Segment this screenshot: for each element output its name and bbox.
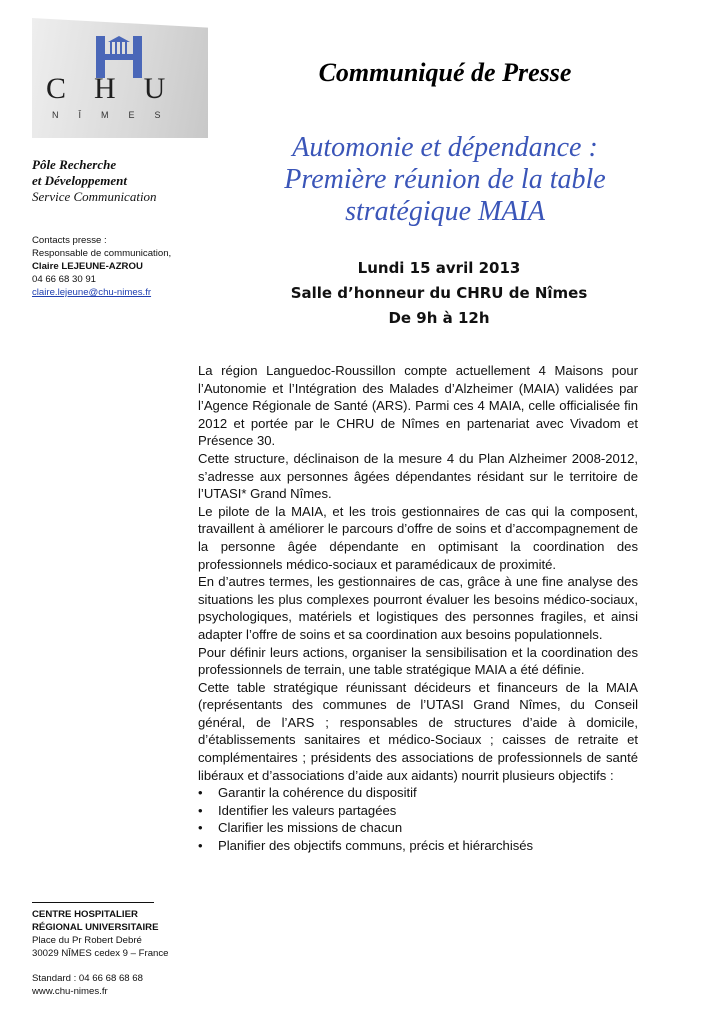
hospital-address	[32, 908, 192, 998]
subject-line-2: Première réunion de la table	[284, 164, 606, 195]
paragraph-1: La région Languedoc-Roussillon compte actuellement 4 Maisons pour l’Autonomie et l’Intégration des Malades d’Alzheimer (MAIA) validées par l’Agence Régionale de Santé (ARS). Parmi ces 4 MAIA, celle officialisée fin 2012 et portée par le CHRU de Nîmes en partenariat avec Vivadom et Présence 30.	[198, 363, 638, 449]
footer-website-link[interactable]: www.chu-nimes.fr	[32, 986, 108, 997]
subject-line-3: stratégique MAIA	[345, 196, 545, 227]
press-release-body	[198, 362, 638, 855]
footer-spacer	[32, 960, 192, 972]
paragraph-4: En d’autres termes, les gestionnaires de cas, grâce à une fine analyse des situations les plus complexes pourront évaluer les besoins médico-sociaux, psychologiques, matériels et logistiques des personnes fragiles, et ainsi adapter l’offre de soins et sa coordination aux besoins populationnels.	[198, 574, 638, 642]
department-block	[32, 157, 192, 205]
event-date: Lundi 15 avril 2013	[357, 259, 521, 277]
list-item: • Clarifier les missions de chacun	[198, 819, 638, 837]
event-details	[200, 256, 678, 331]
chu-logo	[32, 18, 208, 138]
paragraph-5: Pour définir leurs actions, organiser la sensibilisation et la coordination des professionnels de terrain, une table stratégique MAIA a été définie.	[198, 644, 638, 678]
press-contacts	[32, 234, 192, 299]
paragraph-2: Cette structure, déclinaison de la mesure 4 du Plan Alzheimer 2008-2012, s’adresse aux personnes âgées dépendantes résidant sur le territoire de l’UTASI* Grand Nîmes.	[198, 450, 638, 502]
page-title: Communiqué de Presse	[318, 58, 572, 87]
pole-line-1: Pôle Recherche	[32, 157, 117, 172]
footer-line-3: Place du Pr Robert Debré	[32, 935, 142, 946]
list-item: • Garantir la cohérence du dispositif	[198, 784, 638, 802]
contact-phone: 04 66 68 30 91	[32, 274, 97, 285]
event-time: De 9h à 12h	[388, 309, 490, 327]
contact-email-link[interactable]: claire.lejeune@chu-nimes.fr	[32, 287, 152, 298]
list-item: • Planifier des objectifs communs, précis et hiérarchisés	[198, 837, 638, 855]
list-item: • Identifier les valeurs partagées	[198, 802, 638, 820]
footer-line-2: RÉGIONAL UNIVERSITAIRE	[32, 922, 159, 933]
contacts-title: Contacts presse :	[32, 235, 107, 246]
footer-line-4: 30029 NÎMES cedex 9 – France	[32, 948, 169, 959]
objectives-list	[198, 784, 638, 854]
paragraph-6: Cette table stratégique réunissant décideurs et financeurs de la MAIA (représentants des communes de l’UTASI Grand Nîmes, du Conseil général, de l’ARS ; responsables de structures d’aide à domicile, d’établissements sanitaires et médico-Sociaux ; caisses de retraite et complémentaires ; présidents des associations de professionnels de santé libéraux et d’associations d’aide aux aidants) nourrit plusieurs objectifs :	[198, 679, 638, 783]
paragraph-3: Le pilote de la MAIA, et les trois gestionnaires de cas qui la composent, travaillent à améliorer le parcours d’offre de soins et d’accompagnement de la personne âgée dépendante en optimisant la coordination des professionnels médico-sociaux et paramédicaux de proximité.	[198, 503, 638, 572]
footer-divider	[32, 902, 154, 903]
footer-line-1: CENTRE HOSPITALIER	[32, 909, 138, 920]
contact-name: Claire LEJEUNE-AZROU	[32, 261, 143, 272]
pole-line-2: et Développement	[32, 173, 127, 188]
contact-role: Responsable de communication,	[32, 248, 172, 259]
logo-city-text: NÎMES	[52, 110, 181, 120]
press-subject	[200, 132, 690, 228]
service-name: Service Communication	[32, 189, 157, 204]
event-place: Salle d’honneur du CHRU de Nîmes	[290, 284, 588, 302]
subject-line-1: Automonie et dépendance :	[292, 132, 598, 163]
logo-chu-text: CHU	[46, 72, 194, 105]
footer-standard-phone: Standard : 04 66 68 68 68	[32, 973, 143, 984]
